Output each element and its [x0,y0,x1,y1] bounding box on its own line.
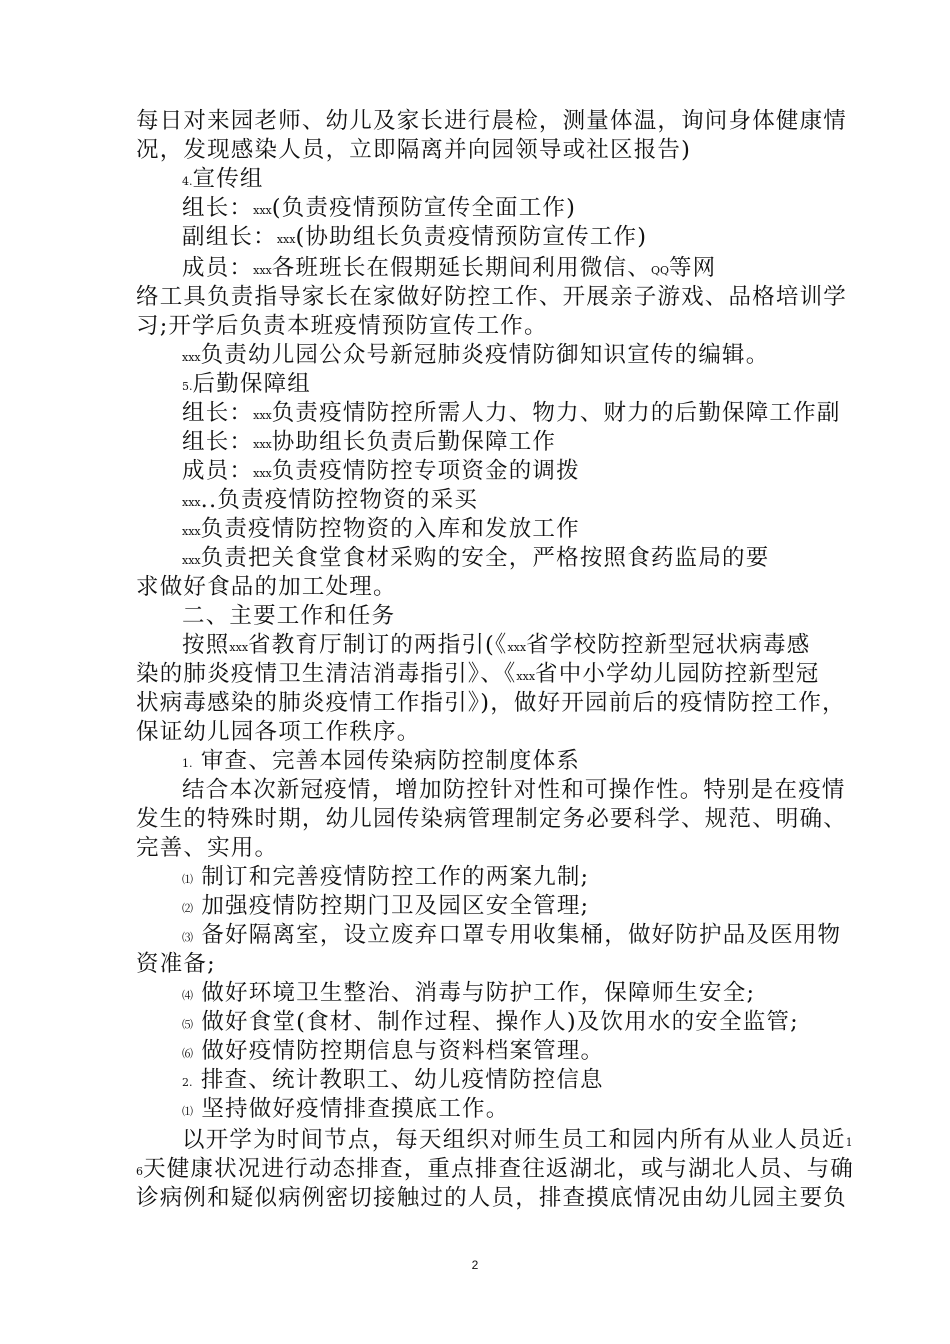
placeholder-name: xxx [182,525,201,538]
item-text: 制订和完善疫情防控工作的两案九制; [193,864,590,890]
text-line: 保证幼儿园各项工作秩序。 [136,719,421,745]
text-line: 资准备; [136,951,216,977]
role-label: 组长： [182,195,254,221]
placeholder-name: xxx [516,670,536,683]
role-desc: (协助组长负责疫情预防宣传工作) [295,224,648,250]
placeholder-name: xxx [182,496,201,509]
section-heading: 二、主要工作和任务 [182,603,396,629]
text-line: 完善、实用。 [136,835,279,861]
heading-number: 4. [182,175,193,188]
item-number: ⑴ [182,873,193,886]
role-label: 组长： [182,400,254,426]
item-text: 做好疫情防控期信息与资料档案管理。 [193,1038,605,1064]
role-desc: 等网 [668,255,717,281]
placeholder-name: xxx [276,233,296,246]
line-text: 省教育厅制订的两指引(《 [248,632,508,658]
text-line: 求做好食品的加工处理。 [136,574,397,600]
placeholder-name: xxx [253,409,272,422]
placeholder-name: xxx [182,351,201,364]
text-line: 发生的特殊时期，幼儿园传染病管理制定务必要科学、规范、明确、 [136,806,848,832]
item-text: 加强疫情防控期门卫及园区安全管理; [193,893,590,919]
line-text: ..负责疫情防控物资的采买 [200,487,479,513]
line-text: 天健康状况进行动态排查，重点排查往返湖北，或与湖北人员、与确 [143,1156,855,1182]
placeholder-name: xxx [253,204,272,217]
role-desc: (负责疫情预防宣传全面工作) [271,195,577,221]
number-fragment: 1 [845,1136,853,1149]
line-text: 省中小学幼儿园防控新型冠 [535,661,820,687]
role-desc: 负责疫情防控专项资金的调拨 [271,458,580,484]
heading-number: 2. [182,1076,193,1089]
text-line: 习;开学后负责本班疫情预防宣传工作。 [136,313,548,339]
item-text: 做好食堂(食材、制作过程、操作人)及饮用水的安全监管; [193,1009,799,1035]
item-number: ⑶ [182,931,193,944]
line-text: 按照 [182,632,230,658]
item-text: 备好隔离室，设立废弃口罩专用收集桶，做好防护品及医用物 [193,922,842,948]
item-text: 坚持做好疫情排查摸底工作。 [193,1096,510,1122]
role-label: 组长： [182,429,254,455]
text-line: 况，发现感染人员，立即隔离并向园领导或社区报告) [136,137,692,163]
placeholder-name: xxx [253,264,272,277]
heading-text: 排查、统计教职工、幼儿疫情防控信息 [192,1067,604,1093]
line-text: 省学校防控新型冠状病毒感 [526,632,811,658]
text-line: 络工具负责指导家长在家做好防控工作、开展亲子游戏、品格培训学 [136,284,848,310]
item-text: 做好环境卫生整治、消毒与防护工作，保障师生安全; [193,980,756,1006]
qq-text: QQ [650,264,669,277]
heading-text: 审查、完善本园传染病防控制度体系 [192,748,581,774]
role-label: 成员： [182,255,254,281]
line-text: 以开学为时间节点，每天组织对师生员工和园内所有从业人员近 [182,1127,846,1153]
placeholder-name: xxx [229,641,249,654]
heading-number: 1. [182,757,193,770]
text-line: 诊病例和疑似病例密切接触过的人员，排查摸底情况由幼儿园主要负 [136,1185,848,1211]
line-text: 负责幼儿园公众号新冠肺炎疫情防御知识宣传的编辑。 [200,342,770,368]
line-text: 负责把关食堂食材采购的安全，严格按照食药监局的要 [200,545,770,571]
role-desc: 负责疫情防控所需人力、物力、财力的后勤保障工作副 [271,400,841,426]
role-label: 成员： [182,458,254,484]
item-number: ⑴ [182,1105,193,1118]
text-line: 状病毒感染的肺炎疫情工作指引》)，做好开园前后的疫情防控工作， [136,690,846,716]
text-line: 每日对来园老师、幼儿及家长进行晨检，测量体温，询问身体健康情 [136,108,848,134]
role-label: 副组长： [182,224,277,250]
heading-number: 5. [182,380,193,393]
heading-text: 宣传组 [192,166,264,192]
item-number: ⑹ [182,1047,193,1060]
heading-text: 后勤保障组 [192,371,312,397]
placeholder-name: xxx [253,467,272,480]
list-item [182,920,841,953]
page-number: 2 [471,1258,479,1272]
role-desc: 协助组长负责后勤保障工作 [271,429,557,455]
role-desc: 各班班长在假期延长期间利用微信、 [271,255,651,281]
text-line [182,222,647,255]
item-number: ⑵ [182,902,193,915]
text-line: 结合本次新冠疫情，增加防控针对性和可操作性。特别是在疫情 [182,777,846,803]
list-item [182,1094,509,1127]
number-fragment: 6 [136,1165,143,1178]
placeholder-name: xxx [182,554,201,567]
placeholder-name: xxx [253,438,272,451]
placeholder-name: xxx [507,641,527,654]
line-text: 负责疫情防控物资的入库和发放工作 [200,516,580,542]
item-number: ⑸ [182,1018,193,1031]
item-number: ⑷ [182,989,193,1002]
line-text: 染的肺炎疫情卫生清洁消毒指引》、《 [136,661,517,687]
